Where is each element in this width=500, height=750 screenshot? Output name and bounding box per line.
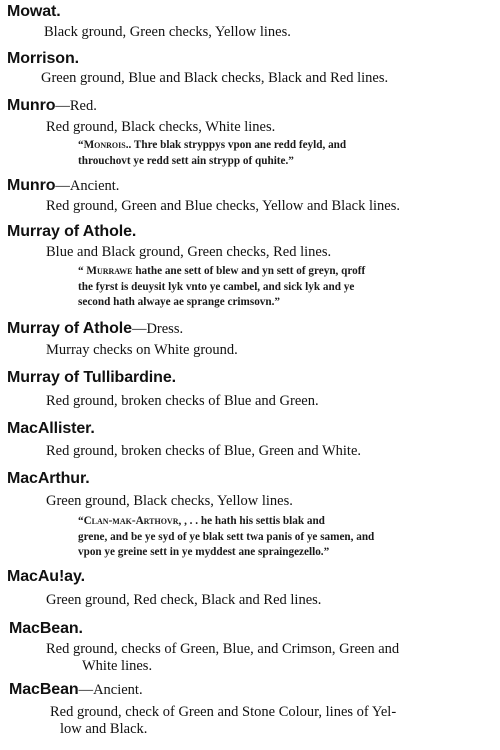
clan-qualifier: —Ancient. [78, 682, 143, 698]
clan-qualifier: —Red. [55, 98, 97, 114]
tartan-description: Black ground, Green checks, Yellow lines. [44, 24, 291, 40]
tartan-description: Red ground, Black checks, White lines. [46, 119, 276, 135]
clan-name: MacAu!ay. [7, 568, 85, 585]
clan-name: Munro [7, 97, 56, 114]
tartan-description: Red ground, check of Green and Stone Colour, lines of Yel- low and Black. [50, 704, 397, 737]
clan-name: MacArthur. [7, 470, 90, 487]
tartan-description: Green ground, Blue and Black checks, Black and Red lines. [41, 70, 389, 86]
clan-name: MacBean [9, 681, 79, 698]
tartan-description: Red ground, checks of Green, Blue, and Crimson, Green and White lines. [46, 641, 400, 674]
clan-name: MacBean. [9, 620, 83, 637]
clan-name: Murray of Tullibardine. [7, 369, 176, 386]
clan-name: Murray of Athole. [7, 223, 137, 240]
clan-name: Murray of Athole [7, 320, 132, 337]
tartan-description: Murray checks on White ground. [46, 342, 238, 358]
clan-name: MacAllister. [7, 420, 95, 437]
tartan-description: Red ground, Green and Blue checks, Yellow and Black lines. [46, 198, 400, 214]
tartan-description: Red ground, broken checks of Blue, Green and White. [46, 443, 362, 459]
clan-qualifier: —Ancient. [55, 178, 120, 194]
clan-name: Munro [7, 177, 56, 194]
tartan-description: Red ground, broken checks of Blue and Green. [46, 393, 319, 409]
historical-quote: “ Murrawe hathe ane sett of blew and yn sett of greyn, qroff the fyrst is deuysit lyk vnto ye cambel, and sick lyk and ye second hath alwaye ae sprange crimsovn.” [78, 265, 366, 308]
historical-quote: “Monrois.. Thre blak stryppys vpon ane redd feyld, and throuchovt ye redd sett ain strypp of quhite.” [78, 139, 347, 167]
tartan-description: Green ground, Black checks, Yellow lines. [46, 493, 293, 509]
historical-quote: “Clan-mak-Arthovr, , . . he hath his settis blak and grene, and be ye syd of ye blak sett twa panis of ye samen, and vpon ye greine sett in ye myddest ane spraingezello.” [78, 515, 375, 558]
tartan-description: Green ground, Red check, Black and Red lines. [46, 592, 322, 608]
clan-name: Morrison. [7, 50, 79, 67]
clan-qualifier: —Dress. [131, 321, 184, 337]
clan-name: Mowat. [7, 3, 61, 20]
tartan-description: Blue and Black ground, Green checks, Red lines. [46, 244, 332, 260]
